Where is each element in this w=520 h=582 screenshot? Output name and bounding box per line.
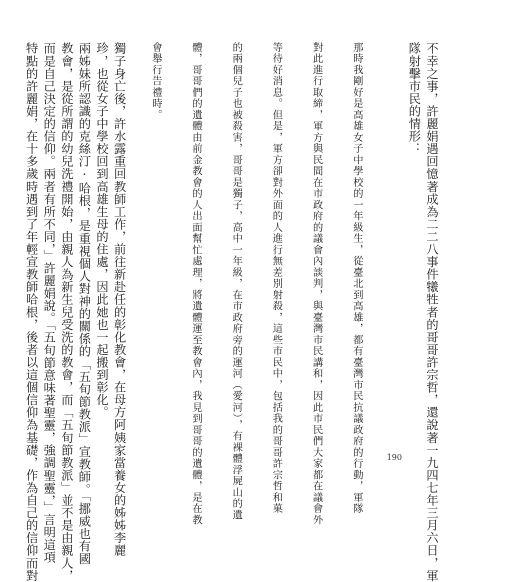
body-line: 兩姊妹所認識的克絲汀·哈根，是重視個人對神的關係的「五旬節教派」宣教師。「挪威也有國: [77, 42, 92, 565]
quote-line: 對此進行取締，軍方與民間在市政府的議會內談判，與臺灣市民講和，因此市民們大家都在議會外: [310, 42, 322, 526]
body-line: 教會，是從所謂的幼兒洗禮開始，由親人為新生兒受洗的教會，而「五旬節教派」並不是由親人，: [59, 42, 74, 582]
body-line: 而是自己決定的信仰。兩者有所不同，」許麗娟說。「五旬節意味著聖靈，強調聖靈，」言明這項: [42, 42, 57, 564]
body-line: 特點的許麗娟，在十多歲時遇到了年輕宣教師哈根，後者以這個信仰為基礎，作為自己的信仰而對: [24, 42, 39, 582]
body-line: 珍，也從女子中學校回到高雄生母的住處，因此她也一起搬到彰化。: [95, 42, 109, 419]
intro-line: 不幸之事，許麗娟遇回憶著成為二二八事件犧牲者的哥哥許宗哲，還說著一九四七年三月六日，軍: [425, 42, 439, 582]
quote-line: 體，哥哥們的遺體由前金教會的人出面幫忙處理，將遺體運至教會內，我見到哥哥的遺體，是在教: [190, 42, 201, 526]
quote-line: 那時我剛好是高雄女子中學校的一年級生，從臺北到高雄，都有臺灣市民抗議政府的行動，軍隊: [350, 42, 362, 515]
page-number: 190: [386, 453, 402, 462]
quote-line: 等待好消息。但是，軍方卻對外面的人進行無差別射殺，這些市民中，包括我的哥哥許宗哲和菓: [270, 42, 282, 515]
body-line: 獨子身亡後，許水露重回教師工作，前往新赴任的彰化教會，在母方阿姨家當養女的姊姊李麗: [112, 42, 127, 557]
quote-line: 會舉行告禮時。: [149, 42, 161, 121]
intro-line: 隊射擊市民的情形：: [407, 42, 422, 155]
quote-line: 的兩個兒子也被殺害，哥哥是獨子，高中一年級，在市政府旁的運河（愛河），有裸體浮屍山的遺: [230, 42, 242, 521]
